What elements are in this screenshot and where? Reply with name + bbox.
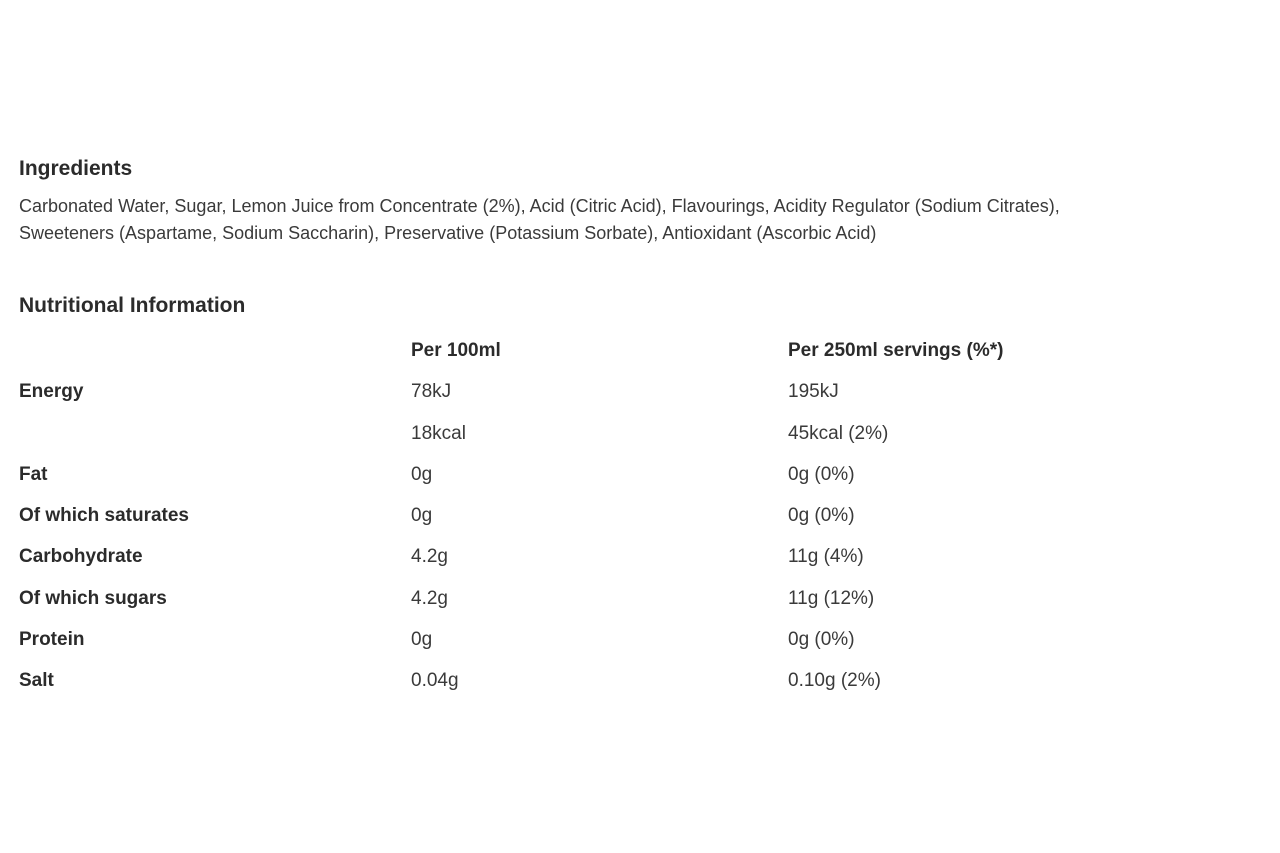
- table-row: [19, 371, 1169, 412]
- table-row: [19, 536, 1169, 577]
- table-row: [19, 495, 1169, 536]
- row-per-100ml: 0.04g: [411, 670, 459, 692]
- row-per-serving: 0g (0%): [788, 463, 855, 485]
- table-row: [19, 454, 1169, 495]
- table-row: [19, 619, 1169, 660]
- row-per-100ml: 4.2g: [411, 587, 448, 609]
- row-per-serving: 11g (4%): [788, 546, 864, 568]
- row-per-serving: 11g (12%): [788, 587, 875, 609]
- row-per-serving: 0g (0%): [788, 505, 855, 527]
- row-per-serving: 0.10g (2%): [788, 670, 881, 692]
- row-per-serving: 45kcal (2%): [788, 422, 889, 444]
- row-label: Protein: [19, 629, 85, 651]
- header-per-100ml: Per 100ml: [411, 340, 501, 361]
- table-header-row: [19, 330, 1169, 371]
- row-label: Of which sugars: [19, 587, 167, 609]
- row-per-serving: 0g (0%): [788, 629, 855, 651]
- row-per-100ml: 0g: [411, 463, 433, 485]
- row-per-100ml: 18kcal: [411, 422, 466, 444]
- row-per-100ml: 0g: [411, 629, 433, 651]
- row-label: Salt: [19, 670, 54, 692]
- row-per-100ml: 0g: [411, 505, 433, 527]
- row-per-serving: 195kJ: [788, 381, 839, 403]
- table-row: [19, 660, 1169, 701]
- row-per-100ml: 78kJ: [411, 381, 452, 403]
- table-row: [19, 578, 1169, 619]
- ingredients-heading: Ingredients: [19, 157, 133, 180]
- nutrition-heading: Nutritional Information: [19, 294, 246, 317]
- ingredients-text: Carbonated Water, Sugar, Lemon Juice from Concentrate (2%), Acid (Citric Acid), Flavourings, Acidity Regulator (Sodium Citrates), Sweeteners (Aspartame, Sodium Saccharin), Preservative (Potassium Sorbate), Antioxidant (Ascorbic Acid): [19, 196, 1060, 243]
- nutrition-table: [19, 330, 1169, 702]
- row-label: Fat: [19, 463, 48, 485]
- table-row: [19, 413, 1169, 454]
- row-per-100ml: 4.2g: [411, 546, 448, 568]
- header-per-serving: Per 250ml servings (%*): [788, 340, 1004, 361]
- row-label: Energy: [19, 381, 84, 403]
- row-label: Carbohydrate: [19, 546, 143, 568]
- row-label: Of which saturates: [19, 505, 189, 527]
